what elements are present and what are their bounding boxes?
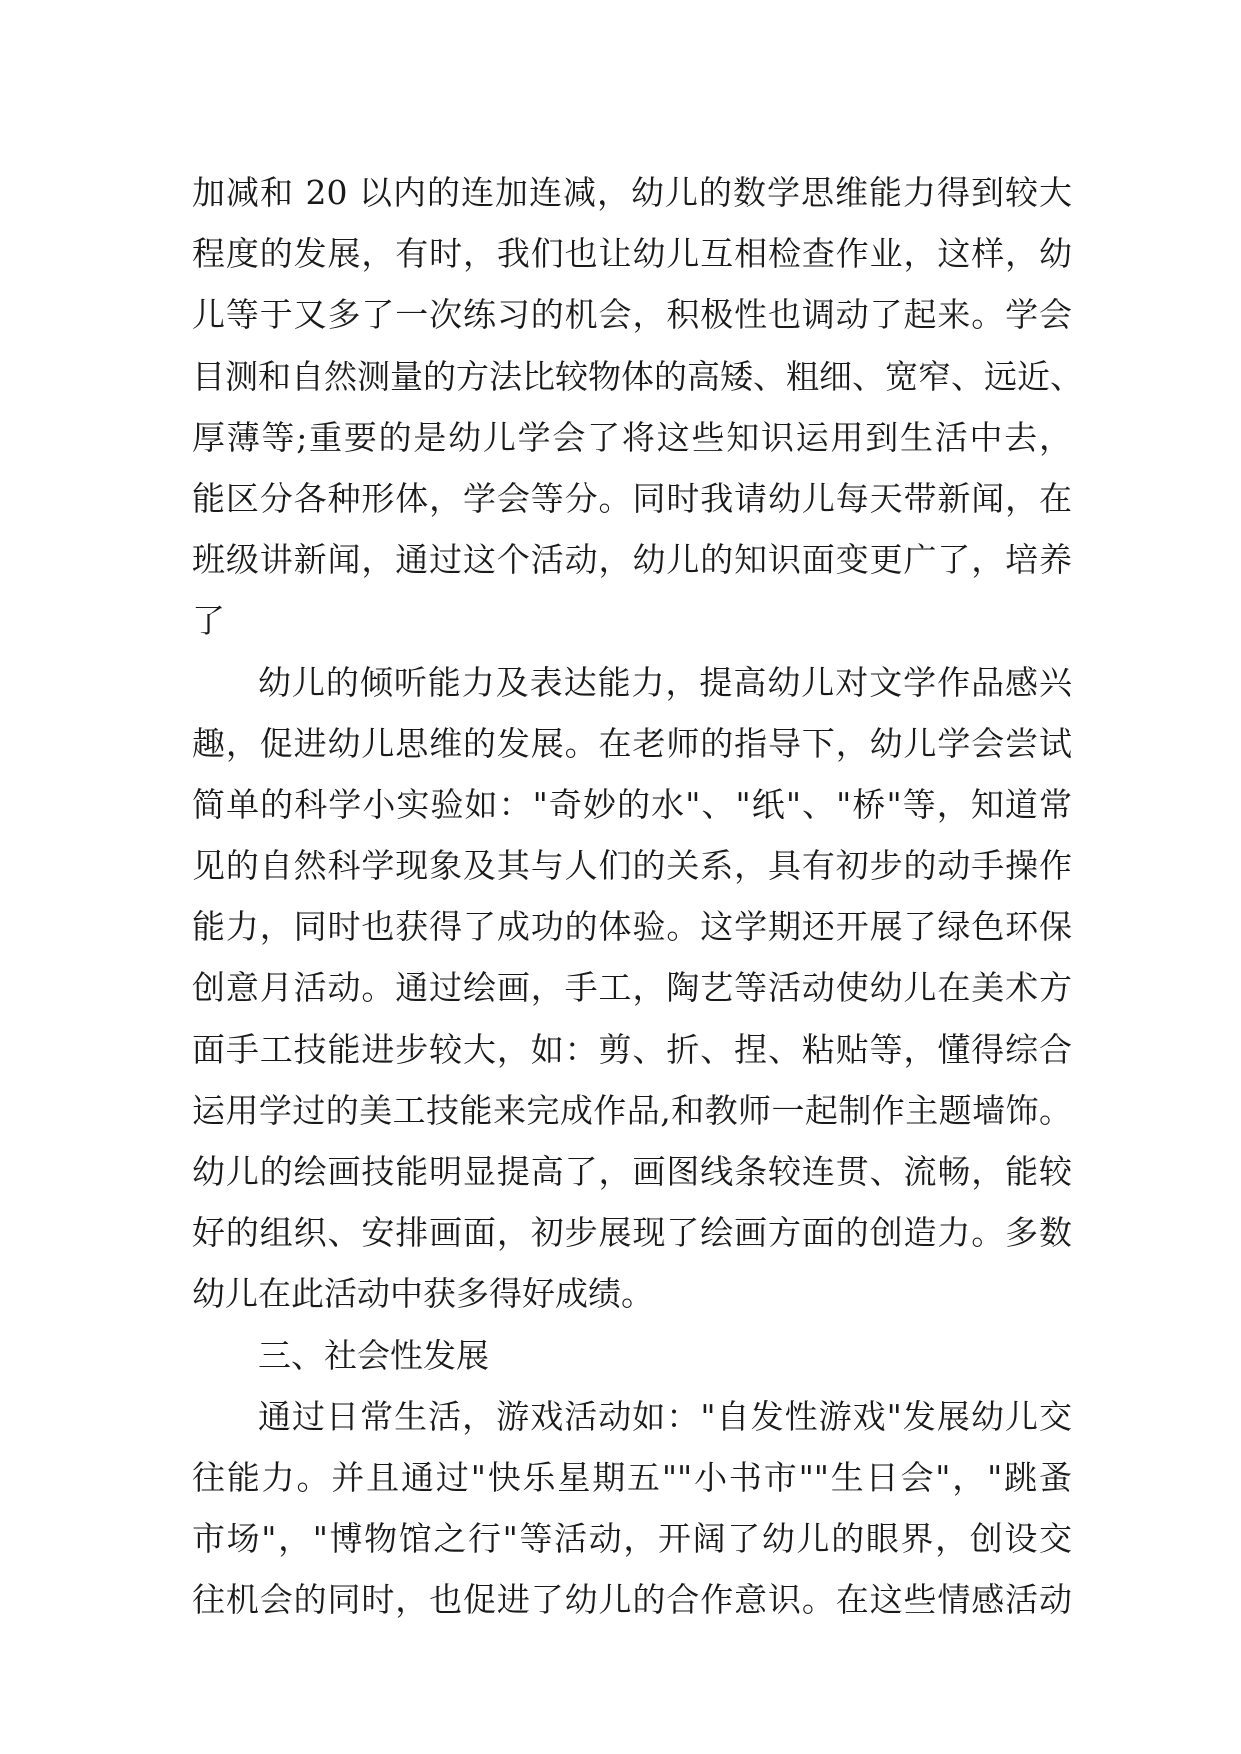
paragraph [192,1325,1072,1386]
text-line: 往能力。并且通过"快乐星期五""小书市""生日会"，"跳蚤 [192,1457,1072,1497]
text-line: 通过日常生活，游戏活动如："自发性游戏"发展幼儿交 [258,1396,1072,1436]
text-line: 市场"，"博物馆之行"等活动，开阔了幼儿的眼界，创设交 [192,1519,1072,1559]
text-line: 幼儿的倾听能力及表达能力，提高幼儿对文学作品感兴 [258,662,1072,702]
text-line: 见的自然科学现象及其与人们的关系，具有初步的动手操作 [192,846,1072,886]
text-line: 幼儿在此活动中获多得好成绩。 [192,1274,654,1314]
text-line: 目测和自然测量的方法比较物体的高矮、粗细、宽窄、远近、 [192,356,1083,396]
text-line: 加减和 20 以内的连加连减，幼儿的数学思维能力得到较大 [192,173,1072,212]
text-line: 幼儿的绘画技能明显提高了，画图线条较连贯、流畅，能较 [192,1152,1072,1191]
text-line: 运用学过的美工技能来完成作品,和教师一起制作主题墙饰。 [192,1090,1072,1130]
text-line: 了 [192,601,225,641]
text-line: 班级讲新闻，通过这个活动，幼儿的知识面变更广了，培养 [192,540,1072,580]
text-line: 程度的发展，有时，我们也让幼儿互相检查作业，这样，幼 [192,234,1072,274]
paragraph [192,1386,1072,1631]
text-line: 三、社会性发展 [258,1335,489,1375]
text-line: 儿等于又多了一次练习的机会，积极性也调动了起来。学会 [192,295,1072,335]
text-line: 简单的科学小实验如："奇妙的水"、"纸"、"桥"等，知道常 [192,784,1072,824]
text-line: 好的组织、安排画面，初步展现了绘画方面的创造力。多数 [192,1213,1072,1253]
paragraph [192,162,1083,652]
text-line: 面手工技能进步较大，如：剪、折、捏、粘贴等，懂得综合 [192,1029,1072,1069]
text-line: 能力，同时也获得了成功的体验。这学期还开展了绿色环保 [192,907,1072,947]
text-line: 往机会的同时，也促进了幼儿的合作意识。在这些情感活动 [192,1580,1072,1620]
text-line: 趣，促进幼儿思维的发展。在老师的指导下，幼儿学会尝试 [192,723,1072,763]
document-body [192,162,1083,1631]
text-line: 创意月活动。通过绘画，手工，陶艺等活动使幼儿在美术方 [192,968,1072,1008]
text-line: 厚薄等;重要的是幼儿学会了将这些知识运用到生活中去， [192,417,1072,457]
paragraph [192,652,1072,1325]
text-line: 能区分各种形体，学会等分。同时我请幼儿每天带新闻，在 [192,478,1072,518]
